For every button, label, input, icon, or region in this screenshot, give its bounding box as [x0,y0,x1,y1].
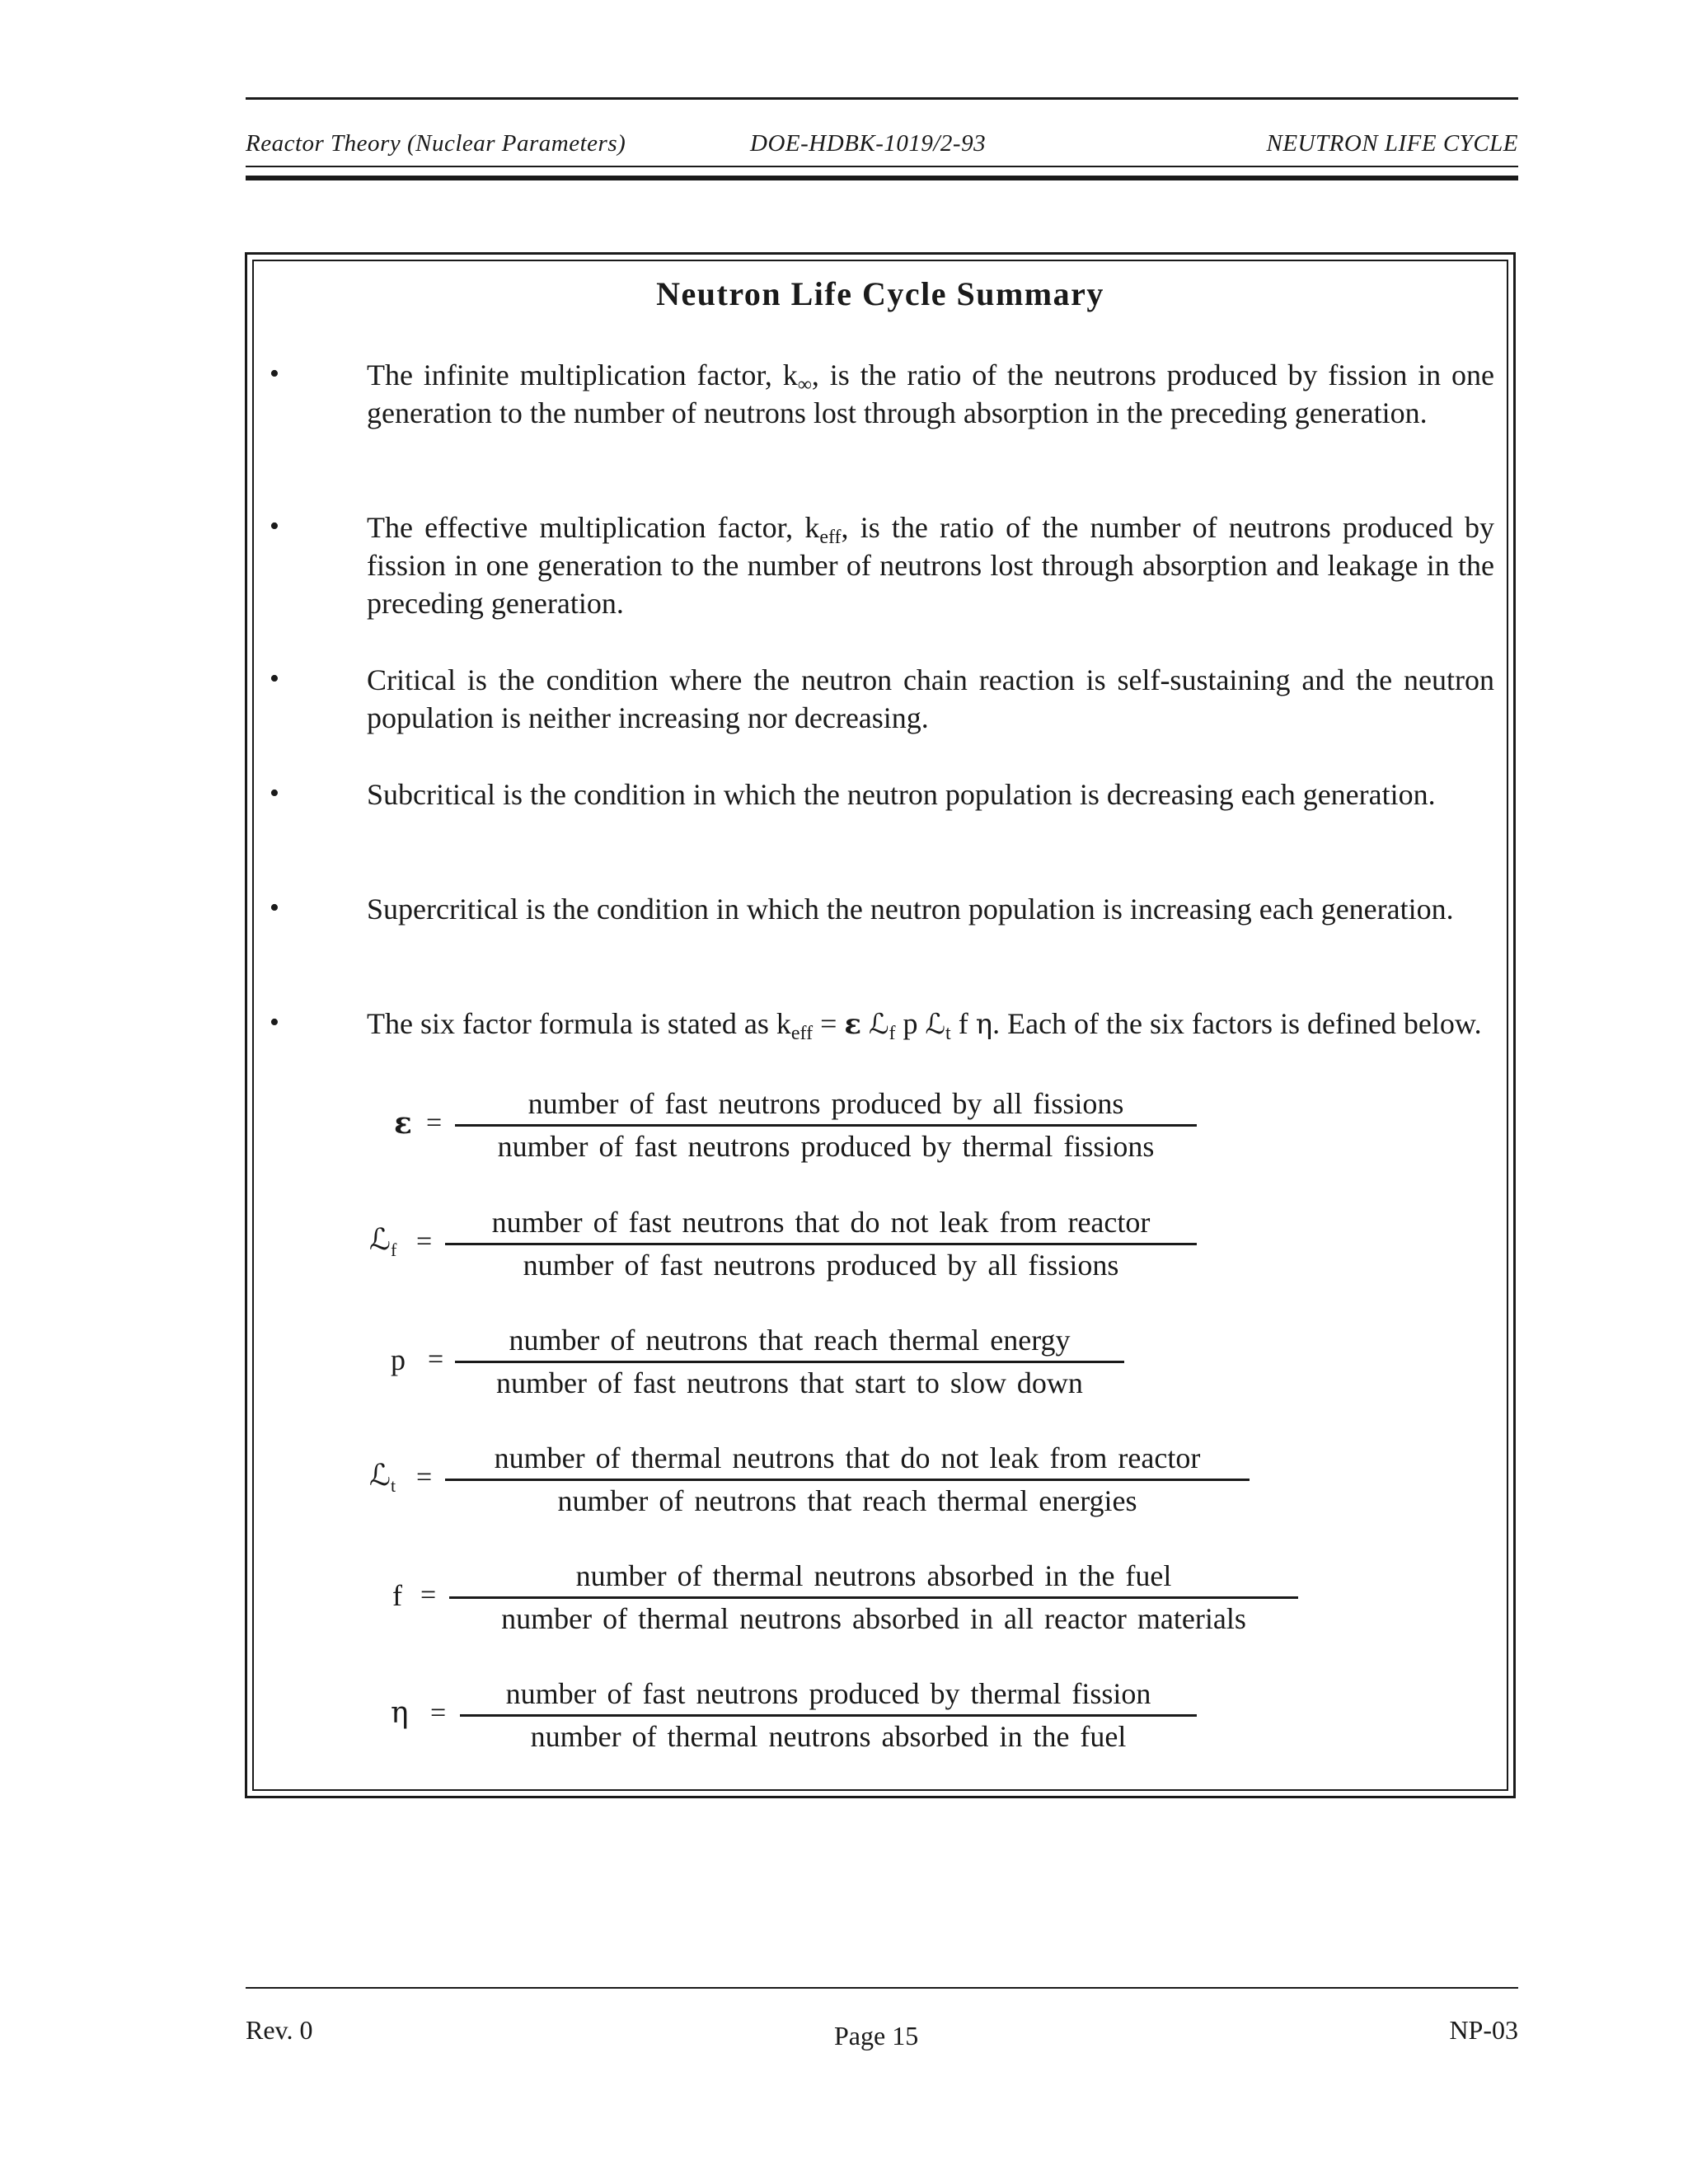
formula-equals: = [426,1108,443,1138]
summary-title: Neutron Life Cycle Summary [656,275,1104,312]
bullet-marker: • [270,359,279,389]
header-rule-thin [246,166,1518,167]
header-document-number: DOE-HDBK-1019/2-93 [750,130,987,157]
bullet-critical: Critical is the condition where the neutron chain reaction is self-sustaining and the neutron population is neither increasing nor decreasing. [367,663,1494,734]
formula-equals: = [420,1580,437,1610]
fraction-bar [455,1361,1124,1363]
bullet-supercritical: Supercritical is the condition in which the neutron population is increasing each generation. [367,893,1454,926]
fraction-bar [445,1479,1250,1481]
formula-equals: = [430,1698,447,1728]
formula-symbol: ℒ$_t$ [369,1459,396,1496]
formula-denominator: number of thermal neutrons absorbed in the fuel [530,1720,1127,1753]
footer-rule [246,1987,1518,1989]
formula-numerator: number of neutrons that reach thermal energy [509,1324,1071,1357]
header-document-title: Reactor Theory (Nuclear Parameters) [246,130,626,157]
formula-denominator: number of neutrons that reach thermal energies [557,1484,1137,1517]
footer-page-number: Page 15 [834,2021,919,2050]
formula-numerator: number of fast neutrons produced by thermal fission [505,1677,1151,1710]
formula-symbol: p [391,1343,406,1376]
formula-denominator: number of fast neutrons that start to slow down [496,1366,1083,1399]
header-section-title: NEUTRON LIFE CYCLE [1266,130,1518,157]
footer-document-code: NP-03 [1449,2015,1518,2045]
formula-symbol: f [392,1579,402,1612]
bullet-marker: • [270,511,279,541]
formula-numerator: number of thermal neutrons absorbed in the fuel [575,1559,1172,1592]
formula-equals: = [416,1462,433,1493]
bullet-six-factor-formula: The six factor formula is stated as $k_{eff} = \varepsilon$ ℒ$_f$ p ℒ$_t$ f η. Each of the six factors is defined below. [367,1007,1482,1044]
fraction-bar [445,1243,1197,1245]
formula-numerator: number of thermal neutrons that do not leak from reactor [494,1441,1201,1474]
header-rule-thick [246,176,1518,180]
formula-numerator: number of fast neutrons produced by all fissions [528,1087,1124,1120]
bullet-marker: • [270,663,279,694]
bullet-marker: • [270,1007,279,1038]
header-top-rule [246,97,1518,100]
formula-denominator: number of fast neutrons produced by all fissions [523,1249,1119,1282]
fraction-bar [455,1124,1197,1127]
formula-denominator: number of fast neutrons produced by thermal fissions [497,1130,1155,1163]
formula-denominator: number of thermal neutrons absorbed in all reactor materials [501,1602,1246,1635]
bullet-effective-multiplication-factor: The effective multiplication factor, $k_{eff}$, is the ratio of the number of neutrons produced by fission in one generation to the number of neutrons lost through absorption and leakage in the preceding generation. [367,511,1494,620]
bullet-subcritical: Subcritical is the condition in which the neutron population is decreasing each generation. [367,778,1436,811]
fraction-bar [449,1596,1298,1599]
formula-numerator: number of fast neutrons that do not leak from reactor [491,1206,1151,1239]
formula-symbol: η [391,1696,409,1730]
bullet-marker: • [270,778,279,808]
formula-symbol: ε [394,1106,412,1141]
formula-symbol: ℒ$_f$ [369,1223,397,1260]
bullet-marker: • [270,893,279,923]
formula-equals: = [416,1226,433,1257]
formula-equals: = [428,1344,444,1375]
fraction-bar [460,1714,1197,1717]
footer-revision: Rev. 0 [246,2015,313,2045]
bullet-infinite-multiplication-factor: The infinite multiplication factor, $k_\infty$, is the ratio of the neutrons produced by fission in one generation to the number of neutrons lost through absorption in the preceding generation. [367,359,1494,429]
